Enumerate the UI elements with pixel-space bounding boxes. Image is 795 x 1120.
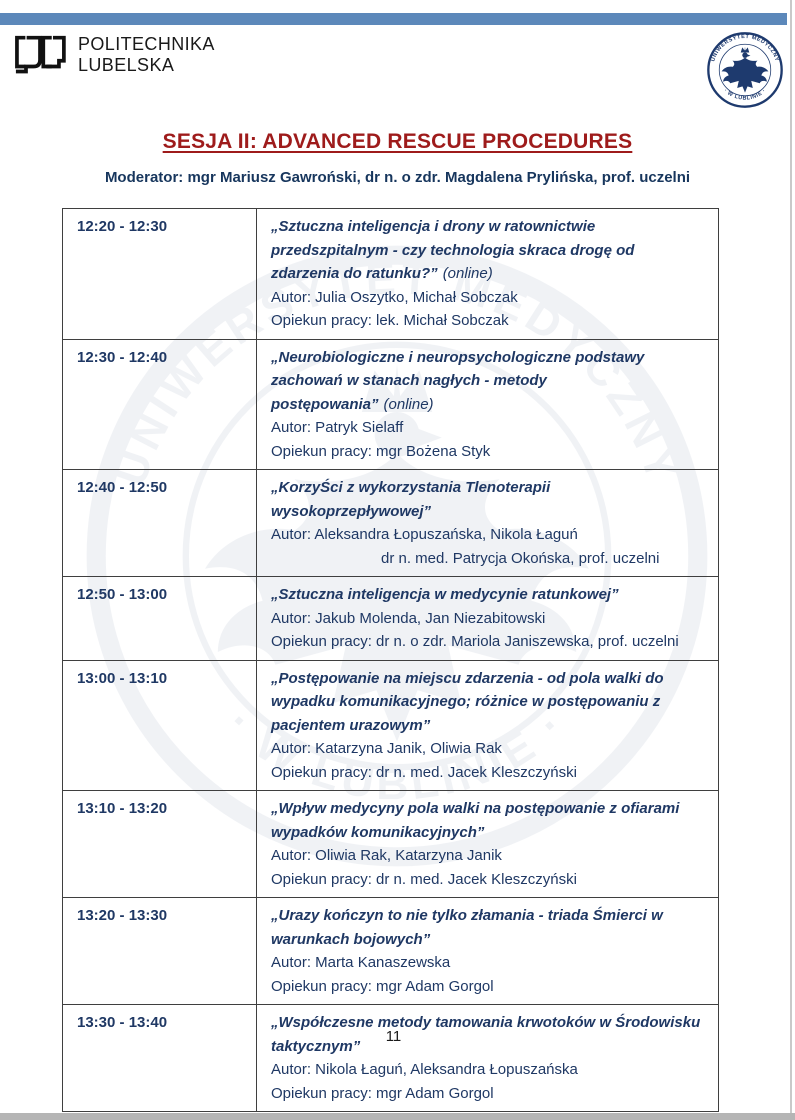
schedule-row bbox=[63, 898, 719, 1005]
talk-title: „KorzyŚci z wykorzystania Tlenoterapii wysokoprzepływowej” bbox=[271, 479, 551, 520]
session-line: Autor: Aleksandra Łopuszańska, Nikola Łaguń bbox=[271, 526, 578, 543]
session-details bbox=[257, 660, 719, 791]
session-line: Opiekun pracy: mgr Adam Gorgol bbox=[271, 1084, 494, 1102]
page-header bbox=[0, 0, 795, 110]
session-time: 12:50 - 13:00 bbox=[63, 577, 257, 661]
talk-title: „Neurobiologiczne i neuropsychologiczne podstawy zachowań w stanach nagłych - metody postępowania” bbox=[271, 348, 645, 413]
session-line: Opiekun pracy: lek. Michał Sobczak bbox=[271, 312, 509, 329]
session-line: Autor: Oliwia Rak, Katarzyna Janik bbox=[271, 847, 502, 864]
session-details bbox=[257, 209, 719, 340]
talk-title: „Sztuczna inteligencja w medycynie ratunkowej” bbox=[271, 586, 619, 603]
session-title-line bbox=[271, 1011, 704, 1058]
session-line: Opiekun pracy: mgr Adam Gorgol bbox=[271, 977, 494, 995]
session-title-line bbox=[271, 346, 704, 417]
politechnika-logo-icon bbox=[12, 33, 68, 77]
talk-title: „Urazy kończyn to nie tylko złamania - triada Śmierci w warunkach bojowych” bbox=[271, 907, 663, 948]
session-line: Autor: Nikola Łaguń, Aleksandra Łopuszańska bbox=[271, 1061, 578, 1078]
medical-university-seal bbox=[706, 31, 784, 109]
talk-title: „Sztuczna inteligencja i drony w ratownictwie przedszpitalnym - czy technologia skraca drogę od zdarzenia do ratunku?” bbox=[271, 218, 635, 282]
session-line: Opiekun pracy: dr n. med. Jacek Kleszczyński bbox=[271, 870, 577, 888]
schedule-row bbox=[63, 1005, 719, 1112]
session-details bbox=[257, 1005, 719, 1112]
page-title: SESJA II: ADVANCED RESCUE PROCEDURES bbox=[162, 130, 633, 153]
session-line: Opiekun pracy: dr n. o zdr. Mariola Janiszewska, prof. uczelni bbox=[271, 633, 679, 650]
logo-line-2: LUBELSKA bbox=[78, 55, 175, 75]
moderator-line: Moderator: mgr Mariusz Gawroński, dr n. o zdr. Magdalena Prylińska, prof. uczelni bbox=[104, 169, 691, 186]
session-line: Opiekun pracy: mgr Bożena Styk bbox=[271, 442, 491, 460]
schedule-table-body bbox=[63, 209, 719, 1112]
schedule-row bbox=[63, 339, 719, 470]
session-line: dr n. med. Patrycja Okońska, prof. uczelni bbox=[381, 549, 660, 567]
session-line: Autor: Patryk Sielaff bbox=[271, 419, 404, 436]
session-time: 12:20 - 12:30 bbox=[63, 209, 257, 340]
logo-line-1: POLITECHNIKA bbox=[78, 34, 215, 54]
session-title-line bbox=[271, 797, 704, 844]
schedule-row bbox=[63, 660, 719, 791]
session-time: 12:30 - 12:40 bbox=[63, 339, 257, 470]
session-line: Autor: Katarzyna Janik, Oliwia Rak bbox=[271, 740, 502, 757]
session-time: 13:30 - 13:40 bbox=[63, 1005, 257, 1112]
schedule-row bbox=[63, 470, 719, 577]
session-time: 12:40 - 12:50 bbox=[63, 470, 257, 577]
page-right-border bbox=[790, 0, 792, 1120]
politechnika-logo-text bbox=[78, 34, 215, 76]
session-title-line bbox=[271, 667, 704, 738]
schedule-row bbox=[63, 209, 719, 340]
session-title-line bbox=[271, 583, 704, 607]
session-line: Autor: Jakub Molenda, Jan Niezabitowski bbox=[271, 609, 546, 627]
schedule-table bbox=[62, 208, 719, 1112]
politechnika-logo bbox=[12, 33, 215, 77]
session-line: Opiekun pracy: dr n. med. Jacek Kleszczyński bbox=[271, 763, 577, 781]
session-title-line bbox=[271, 215, 704, 286]
session-details bbox=[257, 339, 719, 470]
session-time: 13:10 - 13:20 bbox=[63, 791, 257, 898]
schedule-row bbox=[63, 791, 719, 898]
session-details bbox=[257, 898, 719, 1005]
session-time: 13:00 - 13:10 bbox=[63, 660, 257, 791]
session-time: 13:20 - 13:30 bbox=[63, 898, 257, 1005]
schedule-row bbox=[63, 577, 719, 661]
bottom-accent-bar bbox=[0, 1113, 795, 1120]
session-details bbox=[257, 470, 719, 577]
session-line: Autor: Julia Oszytko, Michał Sobczak bbox=[271, 288, 518, 306]
page-number: 11 bbox=[385, 1028, 402, 1045]
talk-title: „Postępowanie na miejscu zdarzenia - od pola walki do wypadku komunikacyjnego; różnice w postępowaniu z pacjentem urazowym” bbox=[271, 669, 664, 734]
talk-title: „Wpływ medycyny pola walki na postępowanie z ofiarami wypadków komunikacyjnych” bbox=[271, 800, 680, 841]
talk-title: „Współczesne metody tamowania krwotoków w Środowisku taktycznym” bbox=[271, 1014, 701, 1055]
session-details bbox=[257, 577, 719, 661]
session-line: Autor: Marta Kanaszewska bbox=[271, 954, 451, 971]
talk-online-note: (online) bbox=[442, 265, 493, 282]
session-title-line bbox=[271, 904, 704, 951]
session-details bbox=[257, 791, 719, 898]
talk-online-note: (online) bbox=[383, 395, 434, 413]
session-title-line bbox=[271, 476, 704, 523]
